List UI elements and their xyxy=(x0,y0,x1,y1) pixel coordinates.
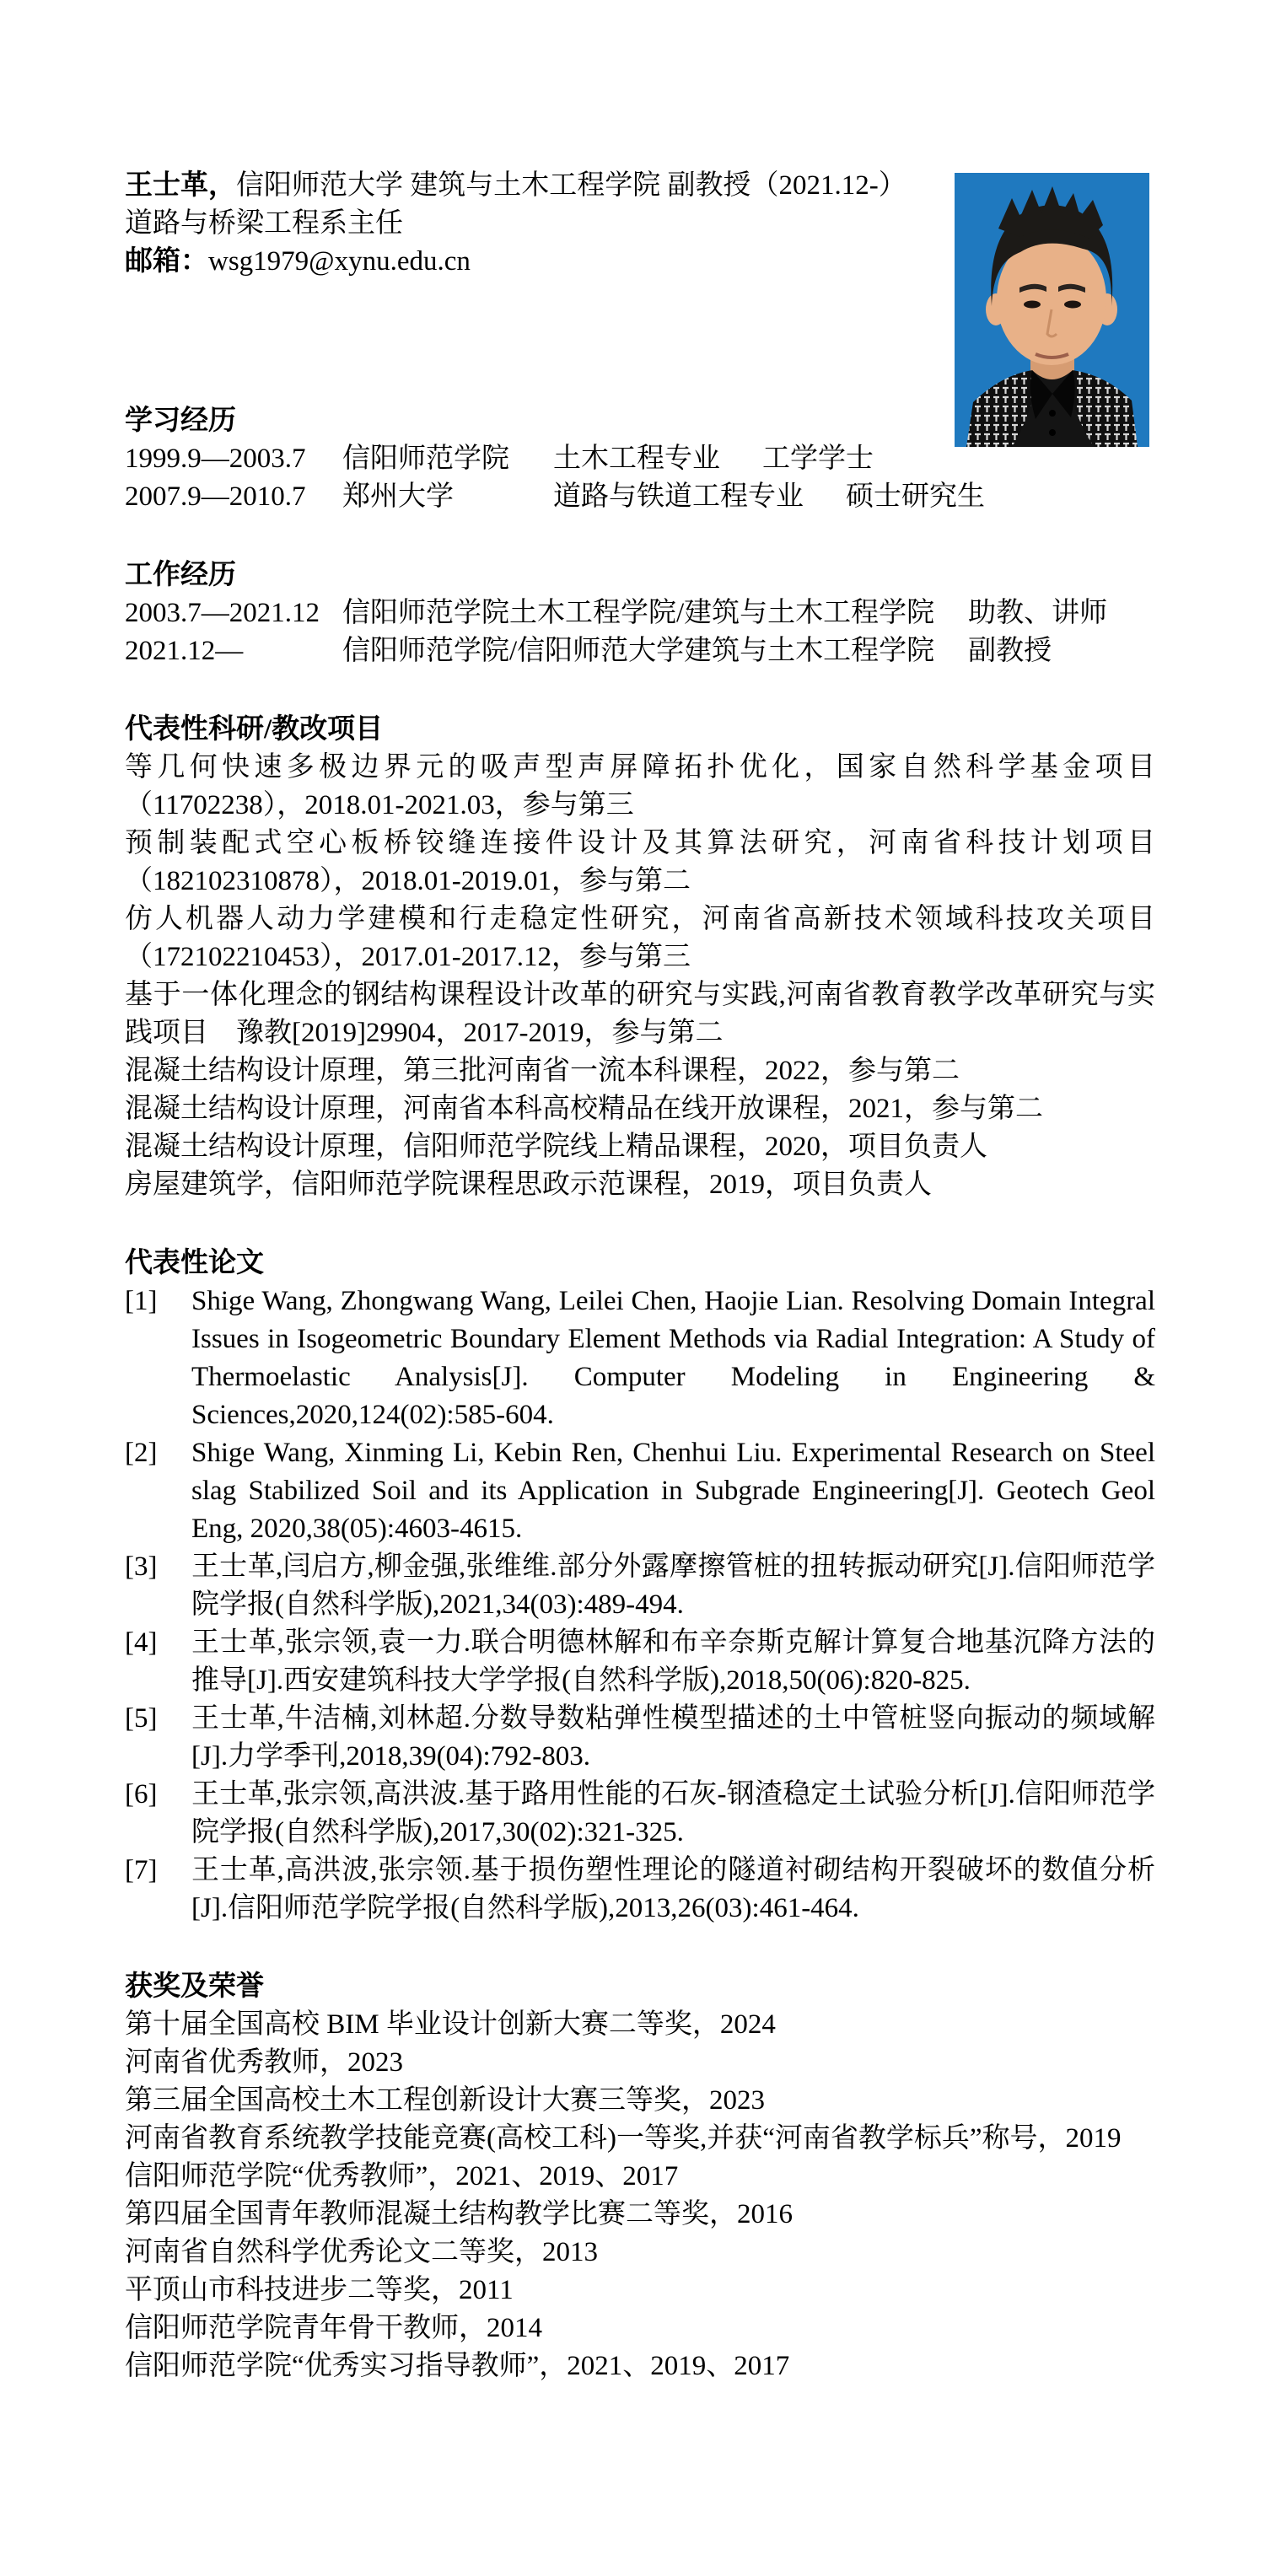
edu-degree: 硕士研究生 xyxy=(846,481,985,512)
section-education xyxy=(125,402,1155,516)
cv-content xyxy=(125,167,1155,2385)
email-value: wsg1979@xynu.edu.cn xyxy=(208,246,471,277)
paper-item xyxy=(125,1548,1155,1624)
work-row xyxy=(125,594,1155,632)
email-line xyxy=(125,243,1155,281)
name-line xyxy=(125,167,1155,205)
edu-major: 道路与铁道工程专业 xyxy=(553,481,804,512)
edu-school: 信阳师范学院 xyxy=(342,444,509,474)
paper-item xyxy=(125,1283,1155,1434)
edu-school: 郑州大学 xyxy=(342,481,454,512)
section-title-work: 工作经历 xyxy=(125,560,236,590)
paper-item xyxy=(125,1434,1155,1548)
paper-citation: Shige Wang, Zhongwang Wang, Leilei Chen, Haojie Lian. Resolving Domain Integral Issues in Isogeometric Boundary Element Methods via Radial Integration: A Study of Thermoelastic Analysis[J]. Computer Modeling in Engineering & Sciences,2020,124(02):585-604. xyxy=(191,1286,1155,1430)
section-title-projects: 代表性科研/教改项目 xyxy=(125,714,384,745)
section-papers xyxy=(125,1245,1155,1928)
project-item: 等几何快速多极边界元的吸声型声屏障拓扑优化，国家自然科学基金项目（11702238），2018.01-2021.03，参与第三 xyxy=(125,752,1155,820)
award-item: 河南省教育系统教学技能竞赛(高校工科)一等奖,并获“河南省教学标兵”称号，2019 xyxy=(125,2123,1122,2154)
section-awards xyxy=(125,1968,1155,2385)
paper-citation: Shige Wang, Xinming Li, Kebin Ren, Chenhui Liu. Experimental Research on Steel slag Stabilized Soil and its Application in Subgrade Engineering[J]. Geotech Geol Eng, 2020,38(05):4603-4615. xyxy=(191,1438,1155,1544)
section-title-awards: 获奖及荣誉 xyxy=(125,1971,264,2002)
edu-degree: 工学学士 xyxy=(762,444,874,474)
project-item: 房屋建筑学，信阳师范学院课程思政示范课程，2019，项目负责人 xyxy=(125,1170,932,1200)
award-item: 平顶山市科技进步二等奖，2011 xyxy=(125,2275,514,2305)
paper-citation: 王士革,牛洁楠,刘林超.分数导数粘弹性模型描述的土中管桩竖向振动的频域解[J].力学季刊,2018,39(04):792-803. xyxy=(191,1703,1155,1772)
work-position: 助教、讲师 xyxy=(968,598,1108,628)
person-name: 王士革， xyxy=(125,170,236,201)
section-title-education: 学习经历 xyxy=(125,406,236,436)
section-title-papers: 代表性论文 xyxy=(125,1248,264,1278)
award-item: 信阳师范学院“优秀教师”，2021、2019、2017 xyxy=(125,2161,679,2191)
paper-item xyxy=(125,1776,1155,1852)
award-item: 河南省优秀教师，2023 xyxy=(125,2047,403,2078)
email-label: 邮箱： xyxy=(125,246,208,277)
paper-index: [2] xyxy=(125,1438,158,1468)
paper-index: [4] xyxy=(125,1627,158,1658)
paper-citation: 王士革,高洪波,张宗领.基于损伤塑性理论的隧道衬砌结构开裂破坏的数值分析[J].信阳师范学院学报(自然科学版),2013,26(03):461-464. xyxy=(191,1855,1155,1923)
paper-item xyxy=(125,1852,1155,1928)
edu-period: 1999.9—2003.7 xyxy=(125,444,306,474)
award-item: 信阳师范学院青年骨干教师，2014 xyxy=(125,2313,542,2343)
paper-index: [7] xyxy=(125,1855,158,1885)
award-item: 第三届全国高校土木工程创新设计大赛三等奖，2023 xyxy=(125,2085,765,2116)
paper-citation: 王士革,张宗领,高洪波.基于路用性能的石灰-钢渣稳定土试验分析[J].信阳师范学院学报(自然科学版),2017,30(02):321-325. xyxy=(191,1779,1155,1847)
award-item: 信阳师范学院“优秀实习指导教师”，2021、2019、2017 xyxy=(125,2351,790,2381)
paper-index: [5] xyxy=(125,1703,158,1734)
paper-index: [1] xyxy=(125,1286,158,1316)
education-row xyxy=(125,478,1155,516)
edu-major: 土木工程专业 xyxy=(553,444,720,474)
paper-index: [6] xyxy=(125,1779,158,1810)
project-item: 预制装配式空心板桥铰缝连接件设计及其算法研究，河南省科技计划项目（182102310878），2018.01-2019.01，参与第二 xyxy=(125,828,1155,896)
paper-citation: 王士革,张宗领,袁一力.联合明德林解和布辛奈斯克解计算复合地基沉降方法的推导[J].西安建筑科技大学学报(自然科学版),2018,50(06):820-825. xyxy=(191,1627,1155,1696)
section-projects xyxy=(125,711,1155,1204)
paper-index: [3] xyxy=(125,1552,158,1582)
edu-period: 2007.9—2010.7 xyxy=(125,481,306,512)
work-org: 信阳师范学院/信阳师范大学建筑与土木工程学院 xyxy=(342,636,935,666)
project-item: 混凝土结构设计原理，河南省本科高校精品在线开放课程，2021，参与第二 xyxy=(125,1094,1043,1124)
work-period: 2021.12— xyxy=(125,636,244,666)
award-item: 河南省自然科学优秀论文二等奖，2013 xyxy=(125,2237,598,2267)
work-org: 信阳师范学院土木工程学院/建筑与土木工程学院 xyxy=(342,598,935,628)
profile-header xyxy=(125,167,1155,281)
paper-citation: 王士革,闫启方,柳金强,张维维.部分外露摩擦管桩的扭转振动研究[J].信阳师范学院学报(自然科学版),2021,34(03):489-494. xyxy=(191,1552,1155,1620)
paper-item xyxy=(125,1700,1155,1776)
work-period: 2003.7—2021.12 xyxy=(125,598,320,628)
education-row xyxy=(125,440,1155,478)
project-item: 仿人机器人动力学建模和行走稳定性研究，河南省高新技术领域科技攻关项目（172102210453），2017.01-2017.12，参与第三 xyxy=(125,904,1155,972)
work-position: 副教授 xyxy=(968,636,1052,666)
work-row xyxy=(125,632,1155,670)
project-item: 基于一体化理念的钢结构课程设计改革的研究与实践,河南省教育教学改革研究与实践项目 豫教[2019]29904，2017-2019，参与第二 xyxy=(125,980,1155,1048)
person-role: 道路与桥梁工程系主任 xyxy=(125,208,403,239)
award-item: 第十届全国高校 BIM 毕业设计创新大赛二等奖，2024 xyxy=(125,2009,776,2040)
person-affiliation: 信阳师范大学 建筑与土木工程学院 副教授（2021.12-） xyxy=(236,170,906,201)
section-work xyxy=(125,557,1155,670)
paper-item xyxy=(125,1624,1155,1700)
award-item: 第四届全国青年教师混凝土结构教学比赛二等奖，2016 xyxy=(125,2199,793,2229)
project-item: 混凝土结构设计原理，信阳师范学院线上精品课程，2020，项目负责人 xyxy=(125,1132,987,1162)
project-item: 混凝土结构设计原理，第三批河南省一流本科课程，2022，参与第二 xyxy=(125,1056,960,1086)
